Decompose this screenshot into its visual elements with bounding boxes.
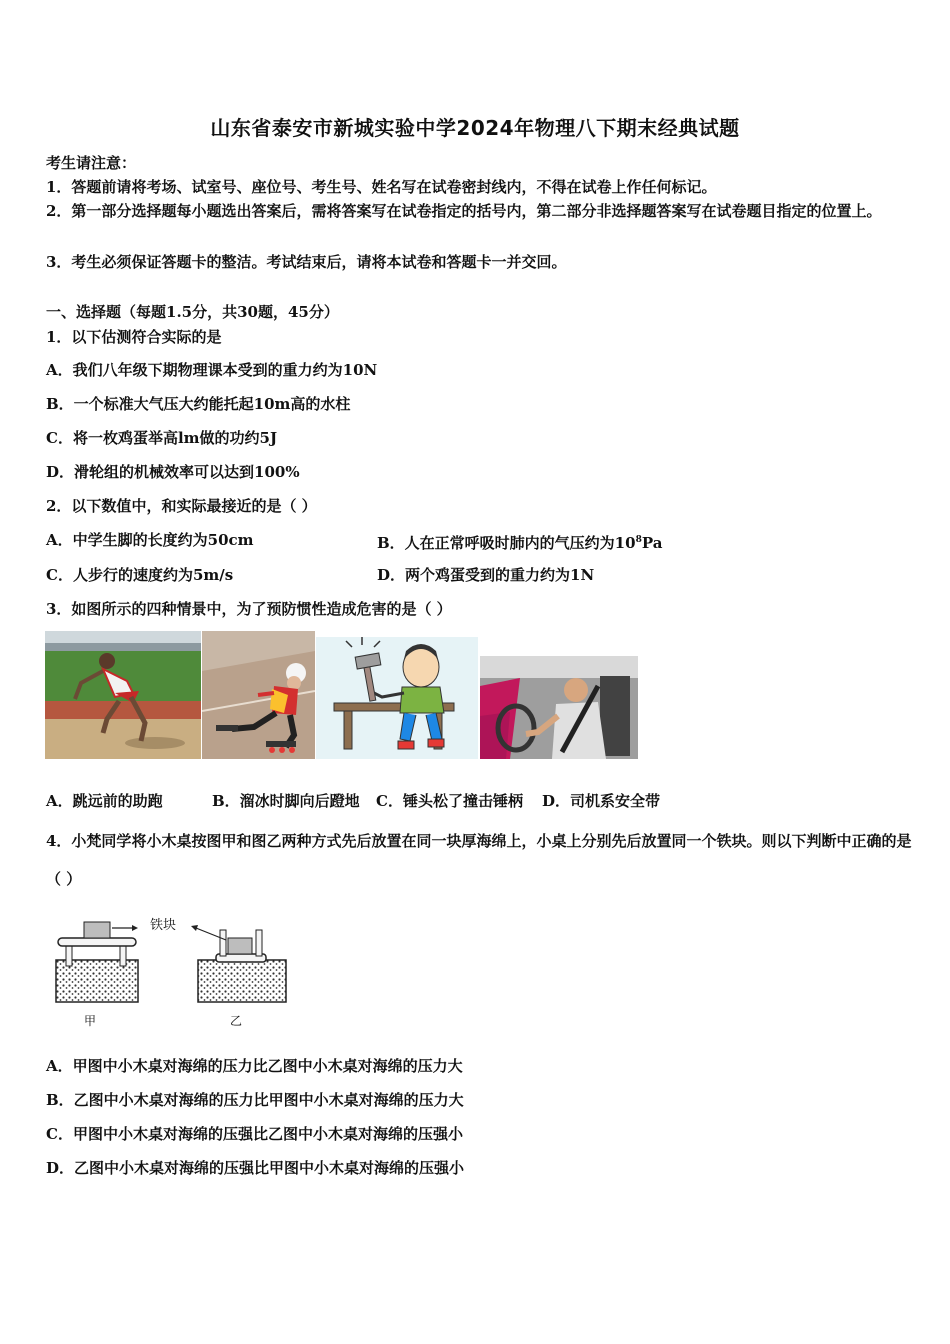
- q1-option-b: B．一个标准大气压大约能托起10m高的水柱: [46, 395, 351, 413]
- section-heading: 一、选择题（每题1.5分，共30题，45分）: [46, 303, 339, 321]
- q2-option-b-unit: Pa: [641, 534, 663, 552]
- q4-stem: 4．小梵同学将小木桌按图甲和图乙两种方式先后放置在同一块厚海绵上，小桌上分别先后放置同一个铁块。则以下判断中正确的是（ ）: [46, 832, 912, 888]
- q3-photo-seat-belt: [480, 656, 638, 759]
- q4-option-b: B．乙图中小木桌对海绵的压力比甲图中小木桌对海绵的压力大: [46, 1091, 464, 1109]
- notice-heading: 考生请注意：: [46, 154, 137, 172]
- q3-option-b: B．溜冰时脚向后蹬地: [212, 792, 360, 810]
- q3-photo-skating: [202, 631, 315, 759]
- notice-item-3: 3．考生必须保证答题卡的整洁。考试结束后，请将本试卷和答题卡一并交回。: [46, 253, 567, 271]
- q4-option-a: A．甲图中小木桌对海绵的压力比乙图中小木桌对海绵的压力大: [46, 1057, 463, 1075]
- q4-option-d: D．乙图中小木桌对海绵的压强比甲图中小木桌对海绵的压强小: [46, 1159, 465, 1177]
- q1-option-d: D．滑轮组的机械效率可以达到100%: [46, 463, 300, 481]
- q1-option-a: A．我们八年级下期物理课本受到的重力约为10N: [46, 361, 378, 379]
- q2-option-b-text: B．人在正常呼吸时肺内的气压约为10: [377, 534, 636, 552]
- notice-item-2: 2．第一部分选择题每小题选出答案后，需将答案写在试卷指定的括号内，第二部分非选择题答案写在试卷题目指定的位置上。: [46, 202, 882, 220]
- label-jia: 甲: [84, 1014, 97, 1028]
- q3-option-d: D．司机系安全带: [542, 792, 661, 810]
- q4-option-c: C．甲图中小木桌对海绵的压强比乙图中小木桌对海绵的压强小: [46, 1125, 463, 1143]
- q3-option-c: C．锤头松了撞击锤柄: [376, 792, 523, 810]
- q3-option-a: A．跳远前的助跑: [46, 792, 163, 810]
- q1-option-c: C．将一枚鸡蛋举高lm做的功约5J: [46, 429, 278, 447]
- q2-stem: 2．以下数值中，和实际最接近的是（ ）: [46, 497, 317, 515]
- iron-block-yi: [228, 938, 252, 954]
- table-top-jia: [58, 938, 136, 946]
- q1-stem: 1．以下估测符合实际的是: [46, 328, 222, 346]
- label-yi: 乙: [230, 1014, 243, 1028]
- q3-stem: 3．如图所示的四种情景中，为了预防惯性造成危害的是（ ）: [46, 600, 452, 618]
- q2-option-a: A．中学生脚的长度约为50cm: [46, 531, 254, 549]
- q2-option-b: [377, 530, 662, 553]
- sponge-yi: [198, 960, 286, 1002]
- q2-option-c: C．人步行的速度约为5m/s: [46, 566, 234, 584]
- notice-item-1: 1．答题前请将考场、试室号、座位号、考生号、姓名写在试卷密封线内，不得在试卷上作任何标记。: [46, 178, 717, 196]
- q4-diagram-tables: [50, 912, 300, 1032]
- q2-option-d: D．两个鸡蛋受到的重力约为1N: [377, 566, 595, 584]
- iron-block-jia: [84, 922, 110, 938]
- q3-illustration-hammer: [316, 637, 478, 759]
- q3-photo-long-jump: [45, 631, 201, 759]
- label-iron-block: 铁块: [150, 918, 177, 933]
- page-title: 山东省泰安市新城实验中学2024年物理八下期末经典试题: [210, 116, 740, 140]
- q2-option-b-exponent: 8: [635, 535, 642, 545]
